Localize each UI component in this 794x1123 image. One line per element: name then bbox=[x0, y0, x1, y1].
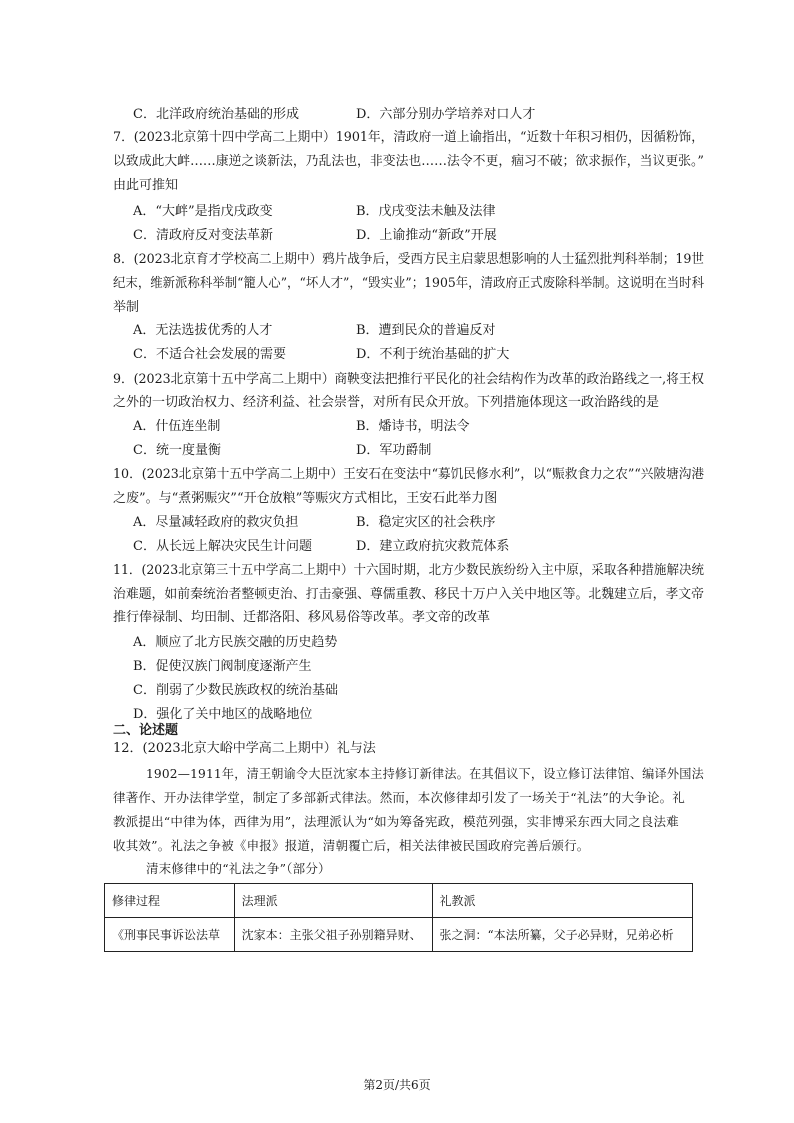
table-header-cell: 修律过程 bbox=[105, 884, 235, 918]
q12-passage-line2: 律著作、开办法律学堂，制定了多部新式律法。然而，本次修律却引发了一场关于“礼法”的大争论。礼 bbox=[113, 790, 685, 805]
q12-passage-line1: 1902—1911年，清王朝谕令大臣沈家本主持修订新律法。在其倡议下，设立修订法律馆、编译外国法 bbox=[146, 766, 704, 781]
q9-stem-line2: 之外的一切政治权力、经济利益、社会崇誉，对所有民众开放。下列措施体现这一政治路线的是 bbox=[113, 395, 660, 410]
q10-stem-line2: 之废”。与“煮粥赈灾”“开仓放粮”等赈灾方式相比，王安石此举力图 bbox=[113, 491, 498, 506]
table-header-cell: 法理派 bbox=[234, 884, 432, 918]
q8-option-a: A．无法选拔优秀的人才 bbox=[133, 323, 273, 338]
q8-stem-line3: 举制 bbox=[113, 300, 140, 315]
q10-option-b: B．稳定灾区的社会秩序 bbox=[356, 515, 496, 530]
q11-option-b: B．促使汉族门阀制度逐渐产生 bbox=[133, 659, 312, 674]
q12-title: 12．(2023北京大峪中学高二上期中）礼与法 bbox=[113, 741, 376, 756]
q8-stem-line2: 纪末，维新派称科举制“籠人心”，“坏人才”，“毁实业”；1905年，清政府正式废除科举制。这说明在当时科 bbox=[113, 276, 704, 291]
q11-option-d: D．强化了关中地区的战略地位 bbox=[133, 707, 313, 722]
q9-option-a: A．什伍连坐制 bbox=[133, 419, 221, 434]
q7-stem-line1: 7．(2023北京第十四中学高二上期中）1901年，清政府一道上谕指出，“近数十年积习相仍，因循粉饰， bbox=[113, 130, 704, 145]
q7-option-d: D．上谕推动“新政”开展 bbox=[356, 228, 497, 243]
table-cell: 《刑事民事诉讼法草 bbox=[105, 918, 235, 952]
q8-stem-line1: 8．(2023北京育才学校高二上期中）鸦片战争后，受西方民主启蒙思想影响的人士猛烈批判科举制；19世 bbox=[113, 252, 704, 267]
q6-option-d: D．六部分别办学培养对口人才 bbox=[356, 107, 536, 122]
q6-option-c: C．北洋政府统治基础的形成 bbox=[133, 107, 299, 122]
q9-stem-line1: 9．(2023北京第十五中学高二上期中）商鞅变法把推行平民化的社会结构作为改革的政治路线之一,将王权 bbox=[113, 372, 704, 387]
q11-stem-line1: 11．(2023北京第三十五中学高二上期中）十六国时期，北方少数民族纷纷入主中原，采取各种措施解决统 bbox=[113, 563, 704, 578]
table-caption: 清末修律中的“礼法之争”（部分） bbox=[146, 861, 331, 876]
q7-stem-line2: 以致成此大衅……康逆之谈新法，乃乱法也，非变法也……法令不更，痼习不破；欲求振作，当议更张。” bbox=[113, 154, 704, 169]
section-heading: 二、论述题 bbox=[113, 723, 179, 738]
q10-option-d: D．建立政府抗灾救荒体系 bbox=[356, 539, 510, 554]
q11-stem-line3: 推行俸禄制、均田制、迁都洛阳、移风易俗等改革。孝文帝的改革 bbox=[113, 610, 491, 625]
q10-option-c: C．从长远上解决灾民生计问题 bbox=[133, 539, 312, 554]
lifa-table bbox=[104, 883, 693, 952]
q7-option-c: C．清政府反对变法革新 bbox=[133, 228, 273, 243]
table-cell: 沈家本：主张父祖子孙别籍异财、 bbox=[234, 918, 432, 952]
q8-option-c: C．不适合社会发展的需要 bbox=[133, 347, 286, 362]
q9-option-b: B．燔诗书，明法令 bbox=[356, 419, 470, 434]
table-header-row bbox=[105, 884, 693, 918]
q10-stem-line1: 10．(2023北京第十五中学高二上期中）王安石在变法中“募饥民修水利”，以“赈救食力之农”“兴陂塘沟港 bbox=[113, 467, 704, 482]
page-footer: 第2页/共6页 bbox=[363, 1078, 431, 1092]
q11-stem-line2: 治难题，如前秦统治者整顿吏治、打击豪强、尊儒重教、移民十万户入关中地区等。北魏建立后，孝文帝 bbox=[113, 587, 704, 602]
table-cell: 张之洞：“本法所纂，父子必异财，兄弟必析 bbox=[432, 918, 692, 952]
q9-option-d: D．军功爵制 bbox=[356, 443, 432, 458]
q9-option-c: C．统一度量衡 bbox=[133, 443, 221, 458]
q10-option-a: A．尽量减轻政府的救灾负担 bbox=[133, 515, 299, 530]
q7-stem-line3: 由此可推知 bbox=[113, 178, 179, 193]
q11-option-c: C．削弱了少数民族政权的统治基础 bbox=[133, 683, 338, 698]
q7-option-a: A．“大衅”是指戊戌政变 bbox=[133, 204, 273, 219]
q11-option-a: A．顺应了北方民族交融的历史趋势 bbox=[133, 635, 338, 650]
q8-option-b: B．遭到民众的普遍反对 bbox=[356, 323, 496, 338]
q7-option-b: B．戊戌变法未触及法律 bbox=[356, 204, 496, 219]
table-row bbox=[105, 918, 693, 952]
q12-passage-line3: 教派提出“中律为体，西律为用”，法理派认为“如为筹备宪政，模范列强，实非博采东西大同之良法难 bbox=[113, 814, 679, 829]
q8-option-d: D．不利于统治基础的扩大 bbox=[356, 347, 510, 362]
table-header-cell: 礼教派 bbox=[432, 884, 692, 918]
q12-passage-line4: 收其效”。礼法之争被《申报》报道，清朝覆亡后，相关法律被民国政府完善后颁行。 bbox=[113, 838, 590, 853]
